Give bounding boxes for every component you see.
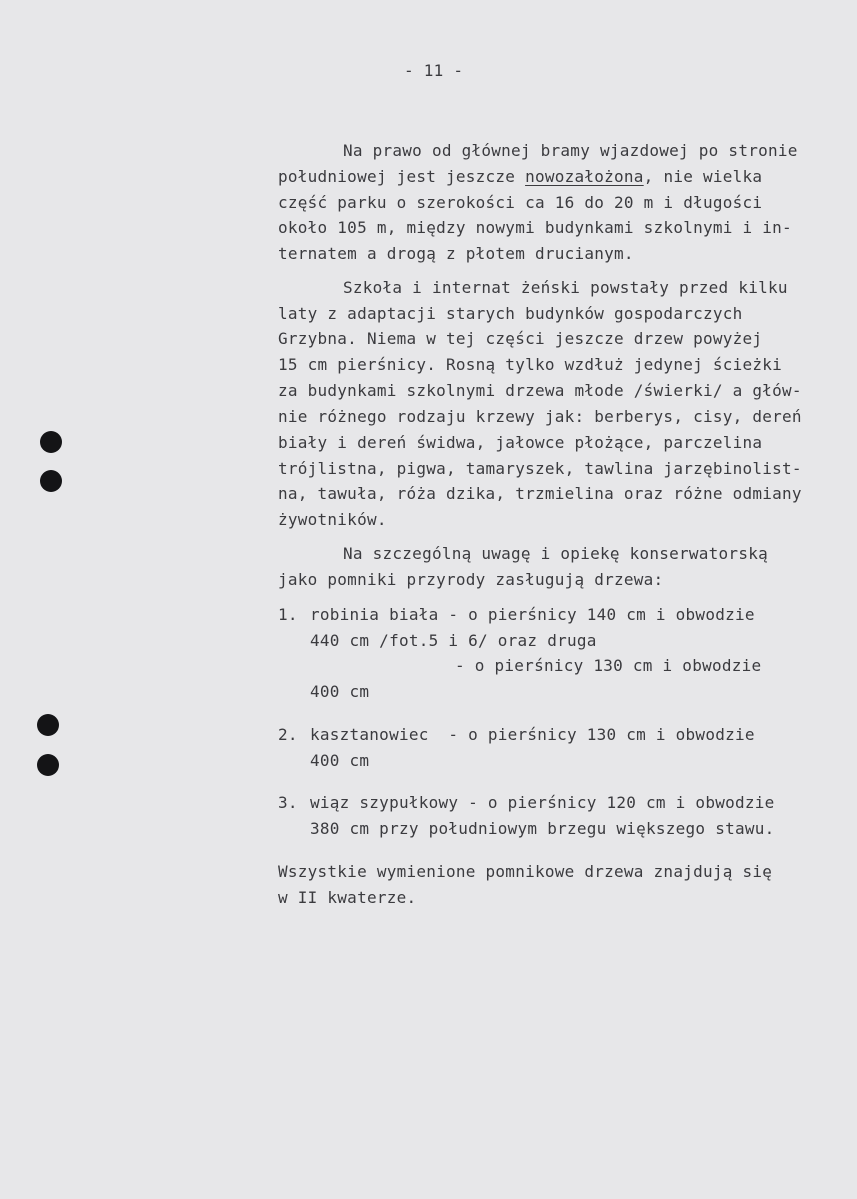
page-number: - 11 - xyxy=(404,61,464,80)
text-line: Na szczególną uwagę i opiekę konserwatorską xyxy=(343,544,768,563)
text-line: na, tawuła, róża dzika, trzmielina oraz różne odmiany xyxy=(278,484,802,503)
text-line: około 105 m, między nowymi budynkami szkolnymi i in- xyxy=(278,218,792,237)
list-item-text: 440 cm /fot.5 i 6/ oraz druga xyxy=(310,631,597,650)
text-line: południowej jest jeszcze nowozałożona, nie wielka xyxy=(278,167,763,186)
text-line: żywotników. xyxy=(278,510,387,529)
text-line: trójlistna, pigwa, tamaryszek, tawlina jarzębinolist- xyxy=(278,459,802,478)
punch-hole xyxy=(40,431,62,453)
text-line: część parku o szerokości ca 16 do 20 m i długości xyxy=(278,193,763,212)
text-line: Na prawo od głównej bramy wjazdowej po stronie xyxy=(343,141,798,160)
text-line: jako pomniki przyrody zasługują drzewa: xyxy=(278,570,664,589)
text-line: Grzybna. Niema w tej części jeszcze drzew powyżej xyxy=(278,329,763,348)
underlined-word: nowozałożona xyxy=(525,167,644,186)
list-item-text: 400 cm xyxy=(310,751,370,770)
text-line: w II kwaterze. xyxy=(278,888,417,907)
list-item-text: robinia biała - o pierśnicy 140 cm i obwodzie xyxy=(310,605,755,624)
text-line: Szkoła i internat żeński powstały przed kilku xyxy=(343,278,788,297)
punch-hole xyxy=(37,714,59,736)
text-line: nie różnego rodzaju krzewy jak: berberys, cisy, dereń xyxy=(278,407,802,426)
list-item-number: 3. xyxy=(278,793,298,812)
punch-hole xyxy=(40,470,62,492)
list-item-text: - o pierśnicy 130 cm i obwodzie xyxy=(455,656,762,675)
punch-hole xyxy=(37,754,59,776)
text-line: Wszystkie wymienione pomnikowe drzewa znajdują się xyxy=(278,862,773,881)
list-item-text: kasztanowiec - o pierśnicy 130 cm i obwodzie xyxy=(310,725,755,744)
list-item-text: wiąz szypułkowy - o pierśnicy 120 cm i obwodzie xyxy=(310,793,775,812)
text-line: 15 cm pierśnicy. Rosną tylko wzdłuż jedynej ścieżki xyxy=(278,355,783,374)
text-line: ternatem a drogą z płotem drucianym. xyxy=(278,244,634,263)
text-line: laty z adaptacji starych budynków gospodarczych xyxy=(278,304,743,323)
list-item-number: 2. xyxy=(278,725,298,744)
text-line: biały i dereń świdwa, jałowce płożące, parczelina xyxy=(278,433,763,452)
text-line: za budynkami szkolnymi drzewa młode /świerki/ a głów- xyxy=(278,381,802,400)
list-item-text: 380 cm przy południowym brzegu większego stawu. xyxy=(310,819,775,838)
list-item-text: 400 cm xyxy=(310,682,370,701)
list-item-number: 1. xyxy=(278,605,298,624)
